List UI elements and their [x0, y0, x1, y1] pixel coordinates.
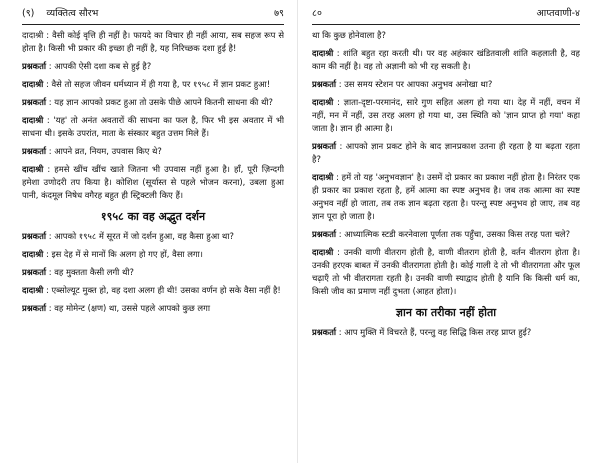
paragraph-text: था कि कुछ होनेवाला है?	[312, 30, 386, 40]
paragraph	[22, 145, 284, 158]
paragraph	[22, 78, 284, 91]
speaker-label: दादाश्री	[312, 48, 334, 58]
paragraph-text: : शांति बहुत रहा करती थी। पर वह अहंकार खंडितवाली शांति कहलाती है, वह काम की नहीं है। वह तो अज्ञानी को भी रह सकती है।	[312, 48, 580, 71]
paragraph	[22, 60, 284, 73]
speaker-label: प्रश्नकर्ता	[22, 61, 47, 71]
right-page-number: ८०	[312, 8, 322, 19]
paragraph-text: दादाश्री : वैसी कोई वृत्ति ही नहीं है। फायदे का विचार ही नहीं आया, सब सहज रूप से होता है। किसी भी प्रकार की इच्छा ही नहीं है, यह निरिच्छक दशा हुई है!	[22, 30, 284, 53]
left-page-header	[22, 6, 284, 25]
paragraph	[22, 29, 284, 55]
paragraph	[312, 228, 580, 241]
paragraph	[22, 163, 284, 202]
speaker-label: प्रश्नकर्ता	[312, 229, 337, 239]
paragraph	[312, 29, 580, 42]
speaker-label: प्रश्नकर्ता	[22, 303, 47, 313]
paragraph-text: : उस समय स्टेशन पर आपका अनुभव अनोखा था?	[336, 79, 493, 89]
left-page-body	[22, 25, 284, 315]
paragraph	[312, 326, 580, 339]
speaker-label: दादाश्री	[312, 97, 334, 107]
paragraph-text: : आपको १९५८ में सूरत में जो दर्शन हुआ, वह कैसा हुआ था?	[46, 231, 234, 241]
speaker-label: दादाश्री	[312, 247, 334, 257]
paragraph-text: : उनकी वाणी वीतराग होती है, वाणी वीतराग होती है, वर्तन वीतराग होता है। उनकी हरएक बाबत में उनकी वीतरागता होती है। कोई गाली दे तो भी वीतरागता और फूल चढ़ाएँ तो भी वीतरागता रहती है। उनकी वाणी स्याद्वाद होती है यानि कि किसी धर्म का, किसी जीव का प्रमाण नहीं दुभता (आहत होता)।	[312, 247, 580, 296]
right-page-header	[312, 6, 580, 25]
paragraph-text: : यह ज्ञान आपको प्रकट हुआ तो उसके पीछे आपने कितनी साधना की थी?	[46, 97, 273, 107]
speaker-label: दादाश्री	[312, 172, 334, 182]
paragraph-text: : इस देह में से मानों कि अलग हो गए हों, वैसा लगा।	[43, 249, 203, 259]
speaker-label: दादाश्री	[22, 249, 44, 259]
speaker-label: दादाश्री	[22, 164, 44, 174]
paragraph-text: : आध्यात्मिक स्टडी करनेवाला पूर्णता तक पहुँचा, उसका किस तरह पता चले?	[336, 229, 571, 239]
paragraph-text: : ज्ञाता-दृष्टा-परमानंद, सारे गुण सहित अलग हो गया था। देह में नहीं, वचन में नहीं, मन में नहीं, उस तरह अलग हो गया था, उस स्थिति को 'ज्ञान प्राप्त हो गया' कहा जाता है। ज्ञान ही आत्मा है।	[312, 97, 580, 133]
paragraph	[22, 284, 284, 297]
speaker-label: प्रश्नकर्ता	[22, 97, 47, 107]
paragraph	[312, 140, 580, 166]
paragraph-text: : वह मुक्तता कैसी लगी थी?	[46, 267, 134, 277]
right-page-body	[312, 25, 580, 339]
page-gutter	[297, 0, 298, 463]
paragraph	[312, 78, 580, 91]
paragraph-text: : हमसे खींच खींच खाते जितना भी उपवास नहीं हुआ है। हाँ, पूरी ज़िन्दगी हमेशा उणोदरी तप किया है। कोशिश (सूर्यास्त से पहले भोजन करना), उबला हुआ पानी, कंदमूल निषेध वगैरह बहुत ही स्ट्रिक्टली किए हैं।	[22, 164, 284, 200]
paragraph-text: : एब्सोल्यूट मुक्त हो, वह दशा अलग ही थी! उसका वर्णन हो सके वैसा नहीं है!	[43, 285, 281, 295]
left-header-group	[22, 6, 98, 19]
paragraph-text: : वह मोमेन्ट (क्षण) था, उससे पहले आपको कुछ लगा	[46, 303, 210, 313]
chapter-number: (९)	[22, 8, 35, 19]
speaker-label: दादाश्री	[22, 285, 44, 295]
paragraph-text: : आपको ज्ञान प्रकट होने के बाद ज्ञानप्रकाश उतना ही रहता है या बढ़ता रहता है?	[312, 141, 580, 164]
paragraph-text: : हमें तो यह 'अनुभवज्ञान' है। उसमें दो प्रकार का प्रकाश नहीं होता है। निरंतर एक ही प्रकार का प्रकाश रहता है, हमें आत्मा का स्पष्ट अनुभव है। जब तक आत्मा का स्पष्ट अनुभव नहीं हो जाता, तब तक ज्ञान बढ़ता रहता है। परन्तु स्पष्ट अनुभव हो जाए, तब वह ज्ञान पूरा हो जाता है।	[312, 172, 580, 221]
speaker-label: प्रश्नकर्ता	[22, 231, 47, 241]
left-page-number: ७९	[274, 8, 284, 19]
section-heading: ज्ञान का तरीका नहीं होता	[395, 306, 497, 319]
speaker-label: दादाश्री	[22, 79, 44, 89]
speaker-label: प्रश्नकर्ता	[312, 79, 337, 89]
paragraph-text: : 'यह' तो अनंत अवतारों की साधना का फल है, फिर भी इस अवतार में भी साधना थी। इसके उपरांत, माता के संस्कार बहुत उत्तम मिले हैं।	[22, 115, 284, 138]
left-page	[22, 0, 284, 463]
section-title: व्यक्तित्व सौरभ	[46, 8, 99, 19]
speaker-label: दादाश्री	[22, 115, 44, 125]
paragraph	[312, 171, 580, 223]
paragraph	[22, 248, 284, 261]
paragraph	[22, 302, 284, 315]
paragraph	[312, 246, 580, 298]
book-title: आप्तवाणी-४	[536, 8, 580, 19]
paragraph-text: : वैसे तो सहज जीवन धर्मध्यान में ही गया है, पर १९५८ में ज्ञान प्रकट हुआ!	[43, 79, 271, 89]
paragraph	[22, 96, 284, 109]
paragraph	[312, 47, 580, 73]
speaker-label: प्रश्नकर्ता	[22, 146, 47, 156]
paragraph	[312, 96, 580, 135]
paragraph	[22, 114, 284, 140]
speaker-label: प्रश्नकर्ता	[22, 267, 47, 277]
paragraph-text: : आपकी ऐसी दशा कब से हुई है?	[46, 61, 152, 71]
speaker-label: प्रश्नकर्ता	[312, 327, 337, 337]
paragraph	[22, 230, 284, 243]
right-page	[312, 0, 580, 463]
section-heading: १९५८ का वह अद्भुत दर्शन	[100, 210, 206, 223]
paragraph-text: : आप मुक्ति में विचरते हैं, परन्तु वह सिद्धि किस तरह प्राप्त हुई?	[336, 327, 532, 337]
speaker-label: प्रश्नकर्ता	[312, 141, 337, 151]
paragraph-text: : आपने व्रत, नियम, उपवास किए थे?	[46, 146, 162, 156]
paragraph	[22, 266, 284, 279]
